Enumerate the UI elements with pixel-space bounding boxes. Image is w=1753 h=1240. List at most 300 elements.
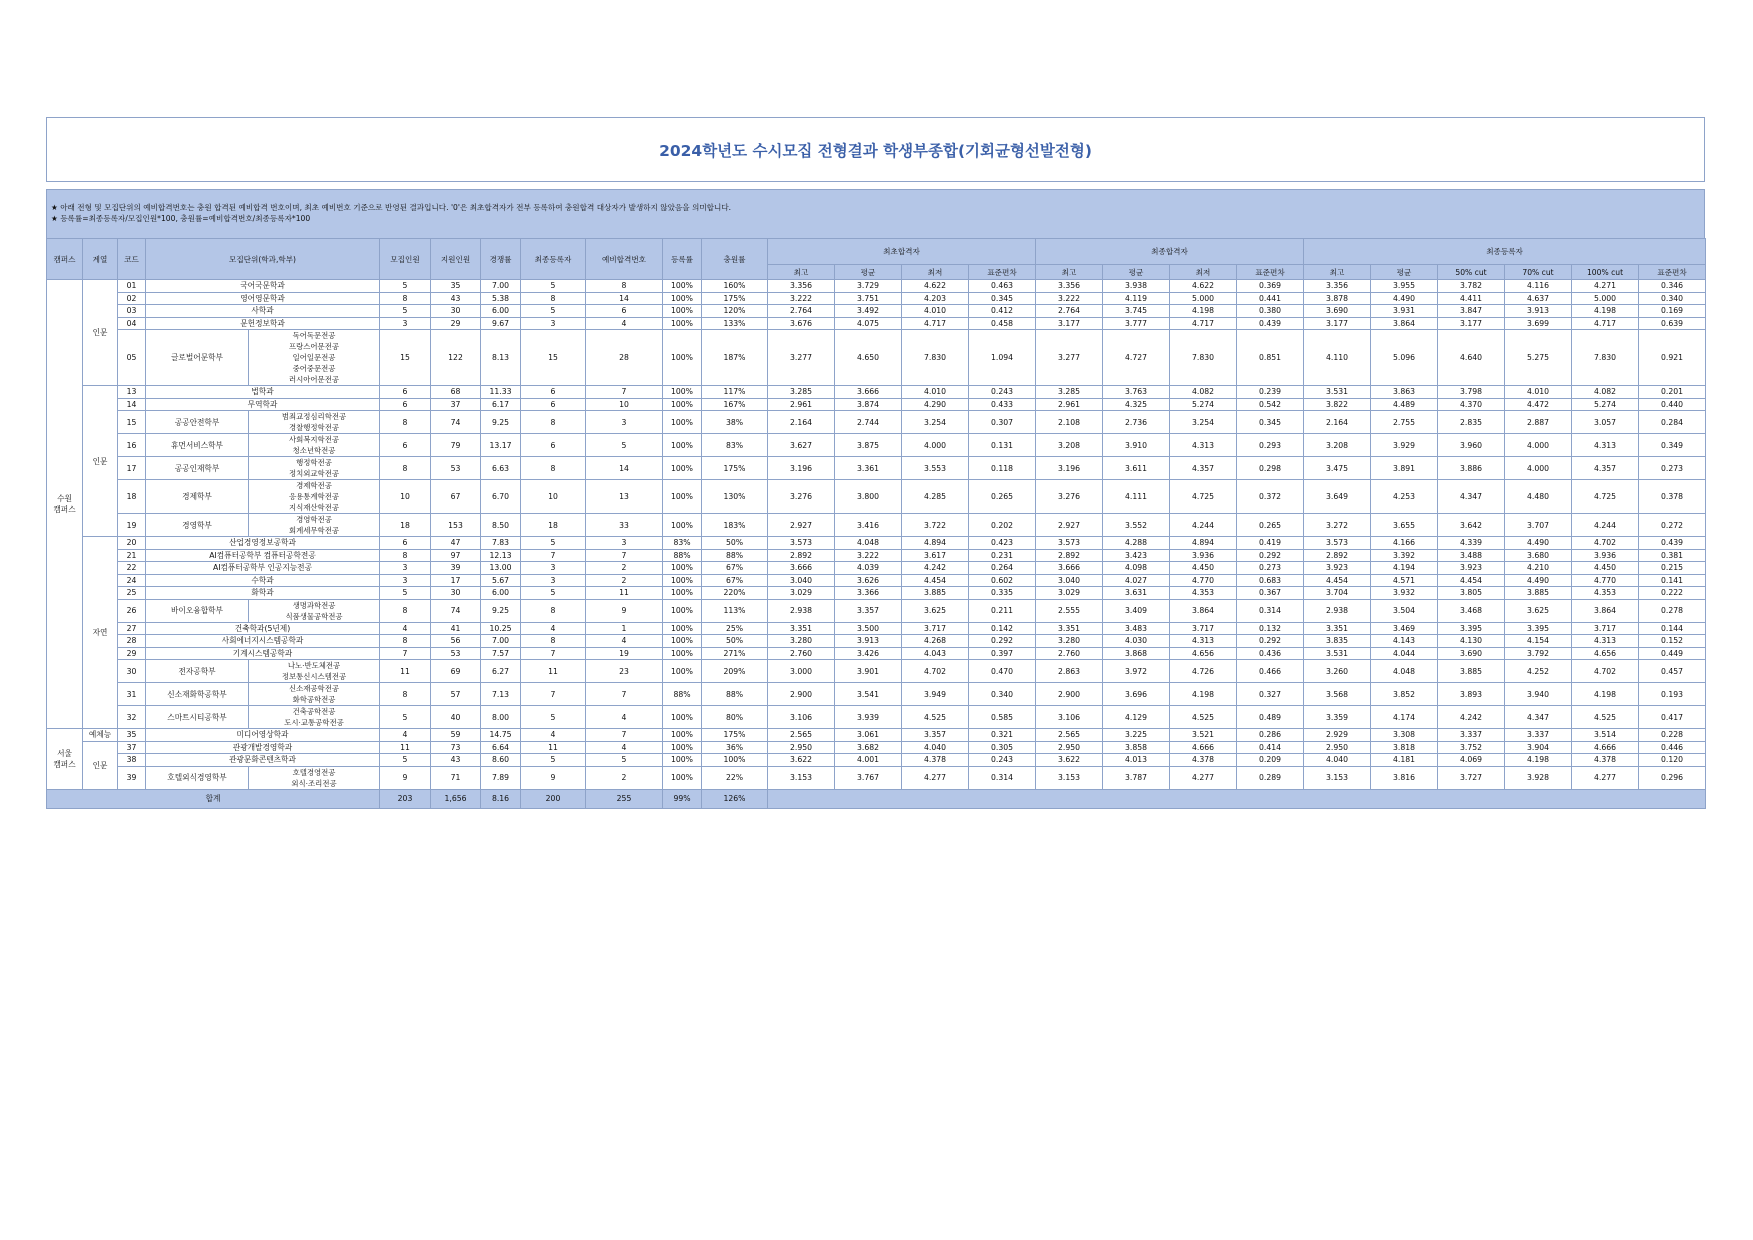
dept-cell: 미디어영상학과: [146, 729, 380, 742]
reg-rate-cell: 100%: [663, 647, 702, 660]
quota-cell: 18: [380, 514, 431, 537]
dept-cell: 바이오융합학부: [146, 599, 249, 622]
final-reg-stat-cell: 2.938: [1304, 599, 1371, 622]
subheader-final-admit: 표준편차: [1237, 265, 1304, 280]
final-admit-stat-cell: 3.910: [1103, 434, 1170, 457]
quota-cell: 6: [380, 434, 431, 457]
initial-stat-cell: 3.939: [835, 706, 902, 729]
final-reg-stat-cell: 4.130: [1438, 635, 1505, 648]
final-reg-stat-cell: 4.000: [1505, 457, 1572, 480]
initial-stat-cell: 0.470: [969, 660, 1036, 683]
final-reg-stat-cell: 4.472: [1505, 398, 1572, 411]
initial-stat-cell: 4.043: [902, 647, 969, 660]
applicants-cell: 69: [431, 660, 481, 683]
final-reg-stat-cell: 4.339: [1438, 537, 1505, 550]
total-applicants: 1,656: [431, 789, 481, 808]
header-track: 계열: [83, 239, 118, 280]
final-reg-stat-cell: 4.181: [1371, 754, 1438, 767]
final-reg-cell: 5: [521, 754, 586, 767]
final-reg-stat-cell: 0.152: [1639, 635, 1706, 648]
final-reg-stat-cell: 4.194: [1371, 562, 1438, 575]
results-table: [46, 238, 1706, 809]
table-row: [47, 683, 1706, 706]
table-row: [47, 292, 1706, 305]
final-reg-stat-cell: 4.637: [1505, 292, 1572, 305]
final-reg-cell: 6: [521, 386, 586, 399]
final-reg-stat-cell: 3.531: [1304, 386, 1371, 399]
final-reg-stat-cell: 3.885: [1505, 587, 1572, 600]
initial-stat-cell: 3.717: [902, 622, 969, 635]
final-reg-stat-cell: 4.082: [1572, 386, 1639, 399]
code-cell: 31: [118, 683, 146, 706]
final-reg-stat-cell: 3.153: [1304, 766, 1371, 789]
applicants-cell: 35: [431, 280, 481, 293]
reg-rate-cell: 100%: [663, 305, 702, 318]
ratio-cell: 7.00: [481, 280, 521, 293]
final-admit-stat-cell: 3.858: [1103, 741, 1170, 754]
table-row: [47, 587, 1706, 600]
final-reg-stat-cell: 0.639: [1639, 317, 1706, 330]
initial-stat-cell: 3.901: [835, 660, 902, 683]
code-cell: 05: [118, 330, 146, 386]
waitlist-cell: 10: [586, 398, 663, 411]
final-admit-stat-cell: 2.565: [1036, 729, 1103, 742]
ratio-cell: 12.13: [481, 549, 521, 562]
reg-rate-cell: 100%: [663, 386, 702, 399]
initial-stat-cell: 4.000: [902, 434, 969, 457]
initial-stat-cell: 4.717: [902, 317, 969, 330]
table-row: [47, 622, 1706, 635]
initial-stat-cell: 2.938: [768, 599, 835, 622]
header-group-final-reg: 최종등록자: [1304, 239, 1706, 265]
final-reg-stat-cell: 4.313: [1572, 434, 1639, 457]
dept-cell: 무역학과: [146, 398, 380, 411]
initial-stat-cell: 2.950: [768, 741, 835, 754]
applicants-cell: 37: [431, 398, 481, 411]
dept-cell: 사회에너지시스템공학과: [146, 635, 380, 648]
quota-cell: 8: [380, 599, 431, 622]
quota-cell: 5: [380, 587, 431, 600]
final-reg-stat-cell: 3.356: [1304, 280, 1371, 293]
final-reg-stat-cell: 4.347: [1505, 706, 1572, 729]
initial-stat-cell: 2.760: [768, 647, 835, 660]
dept-cell: 사학과: [146, 305, 380, 318]
final-reg-cell: 8: [521, 292, 586, 305]
final-reg-cell: 4: [521, 622, 586, 635]
initial-stat-cell: 4.290: [902, 398, 969, 411]
initial-stat-cell: 3.729: [835, 280, 902, 293]
final-admit-stat-cell: 3.276: [1036, 480, 1103, 514]
waitlist-cell: 9: [586, 599, 663, 622]
initial-stat-cell: 3.416: [835, 514, 902, 537]
subheader-initial: 표준편차: [969, 265, 1036, 280]
initial-stat-cell: 0.423: [969, 537, 1036, 550]
final-reg-stat-cell: 4.725: [1572, 480, 1639, 514]
initial-stat-cell: 0.264: [969, 562, 1036, 575]
final-reg-cell: 4: [521, 729, 586, 742]
final-reg-cell: 8: [521, 635, 586, 648]
ratio-cell: 6.17: [481, 398, 521, 411]
final-admit-stat-cell: 3.356: [1036, 280, 1103, 293]
final-reg-stat-cell: 3.573: [1304, 537, 1371, 550]
final-admit-stat-cell: 4.622: [1170, 280, 1237, 293]
final-reg-stat-cell: 0.144: [1639, 622, 1706, 635]
final-reg-stat-cell: 0.381: [1639, 549, 1706, 562]
title-box: [46, 117, 1705, 182]
reg-rate-cell: 100%: [663, 280, 702, 293]
major-cell: 건축공학전공 도시·교통공학전공: [249, 706, 380, 729]
fill-rate-cell: 38%: [702, 411, 768, 434]
initial-stat-cell: 0.458: [969, 317, 1036, 330]
final-reg-stat-cell: 3.177: [1304, 317, 1371, 330]
initial-stat-cell: 4.048: [835, 537, 902, 550]
applicants-cell: 43: [431, 754, 481, 767]
quota-cell: 8: [380, 549, 431, 562]
initial-stat-cell: 3.625: [902, 599, 969, 622]
final-reg-stat-cell: 3.904: [1505, 741, 1572, 754]
final-reg-cell: 11: [521, 741, 586, 754]
quota-cell: 8: [380, 457, 431, 480]
final-admit-stat-cell: 3.936: [1170, 549, 1237, 562]
final-admit-stat-cell: 4.357: [1170, 457, 1237, 480]
ratio-cell: 6.64: [481, 741, 521, 754]
reg-rate-cell: 100%: [663, 434, 702, 457]
quota-cell: 9: [380, 766, 431, 789]
waitlist-cell: 33: [586, 514, 663, 537]
final-reg-cell: 6: [521, 398, 586, 411]
final-admit-stat-cell: 0.414: [1237, 741, 1304, 754]
final-admit-stat-cell: 0.292: [1237, 549, 1304, 562]
final-admit-stat-cell: 0.542: [1237, 398, 1304, 411]
dept-cell: 수학과: [146, 574, 380, 587]
final-reg-stat-cell: 0.346: [1639, 280, 1706, 293]
final-reg-stat-cell: 0.278: [1639, 599, 1706, 622]
dept-cell: 건축학과(5년제): [146, 622, 380, 635]
final-reg-stat-cell: 4.490: [1371, 292, 1438, 305]
initial-stat-cell: 3.280: [768, 635, 835, 648]
final-admit-stat-cell: 4.770: [1170, 574, 1237, 587]
final-reg-stat-cell: 7.830: [1572, 330, 1639, 386]
final-admit-stat-cell: 3.208: [1036, 434, 1103, 457]
quota-cell: 5: [380, 706, 431, 729]
initial-stat-cell: 3.626: [835, 574, 902, 587]
dept-cell: 공공안전학부: [146, 411, 249, 434]
reg-rate-cell: 100%: [663, 706, 702, 729]
final-reg-stat-cell: 3.893: [1438, 683, 1505, 706]
initial-stat-cell: 0.463: [969, 280, 1036, 293]
final-reg-stat-cell: 4.198: [1505, 754, 1572, 767]
final-reg-stat-cell: 4.044: [1371, 647, 1438, 660]
initial-stat-cell: 0.397: [969, 647, 1036, 660]
dept-cell: 기계시스템공학과: [146, 647, 380, 660]
final-reg-stat-cell: 3.816: [1371, 766, 1438, 789]
initial-stat-cell: 3.106: [768, 706, 835, 729]
code-cell: 39: [118, 766, 146, 789]
initial-stat-cell: 3.357: [902, 729, 969, 742]
table-header: [47, 239, 1706, 280]
waitlist-cell: 4: [586, 317, 663, 330]
dept-cell: 호텔외식경영학부: [146, 766, 249, 789]
final-admit-stat-cell: 4.717: [1170, 317, 1237, 330]
waitlist-cell: 7: [586, 683, 663, 706]
final-reg-stat-cell: 2.835: [1438, 411, 1505, 434]
initial-stat-cell: 0.602: [969, 574, 1036, 587]
reg-rate-cell: 100%: [663, 635, 702, 648]
final-admit-stat-cell: 3.225: [1103, 729, 1170, 742]
final-reg-stat-cell: 4.198: [1572, 305, 1639, 318]
initial-stat-cell: 4.242: [902, 562, 969, 575]
final-reg-stat-cell: 3.913: [1505, 305, 1572, 318]
major-cell: 나노·반도체전공 정보통신시스템전공: [249, 660, 380, 683]
initial-stat-cell: 3.029: [768, 587, 835, 600]
final-reg-stat-cell: 4.454: [1304, 574, 1371, 587]
final-reg-stat-cell: 4.490: [1505, 537, 1572, 550]
final-reg-stat-cell: 3.308: [1371, 729, 1438, 742]
dept-cell: 관광개발경영학과: [146, 741, 380, 754]
final-admit-stat-cell: 4.030: [1103, 635, 1170, 648]
table-row: [47, 305, 1706, 318]
dept-cell: 공공인재학부: [146, 457, 249, 480]
final-admit-stat-cell: 2.764: [1036, 305, 1103, 318]
final-reg-cell: 5: [521, 280, 586, 293]
final-admit-stat-cell: 4.726: [1170, 660, 1237, 683]
waitlist-cell: 28: [586, 330, 663, 386]
major-cell: 독어독문전공 프랑스어문전공 일어일문전공 중어중문전공 러시아어문전공: [249, 330, 380, 386]
final-reg-stat-cell: 3.337: [1438, 729, 1505, 742]
page-title: 2024학년도 수시모집 전형결과 학생부종합(기회균형선발전형): [659, 141, 1092, 160]
code-cell: 13: [118, 386, 146, 399]
initial-stat-cell: 3.426: [835, 647, 902, 660]
code-cell: 01: [118, 280, 146, 293]
table-row: [47, 411, 1706, 434]
final-admit-stat-cell: 2.892: [1036, 549, 1103, 562]
final-admit-stat-cell: 0.292: [1237, 635, 1304, 648]
applicants-cell: 47: [431, 537, 481, 550]
final-reg-stat-cell: 4.378: [1572, 754, 1639, 767]
final-admit-stat-cell: 4.288: [1103, 537, 1170, 550]
applicants-cell: 74: [431, 599, 481, 622]
final-reg-cell: 8: [521, 599, 586, 622]
dept-cell: AI컴퓨터공학부 컴퓨터공학전공: [146, 549, 380, 562]
ratio-cell: 6.63: [481, 457, 521, 480]
final-reg-stat-cell: 3.655: [1371, 514, 1438, 537]
final-admit-stat-cell: 0.286: [1237, 729, 1304, 742]
subheader-initial: 최저: [902, 265, 969, 280]
final-admit-stat-cell: 0.419: [1237, 537, 1304, 550]
final-reg-stat-cell: 4.640: [1438, 330, 1505, 386]
fill-rate-cell: 187%: [702, 330, 768, 386]
reg-rate-cell: 100%: [663, 660, 702, 683]
final-reg-stat-cell: 3.359: [1304, 706, 1371, 729]
header-ratio: 경쟁률: [481, 239, 521, 280]
initial-stat-cell: 3.061: [835, 729, 902, 742]
final-reg-stat-cell: 3.835: [1304, 635, 1371, 648]
final-reg-stat-cell: 4.454: [1438, 574, 1505, 587]
quota-cell: 5: [380, 305, 431, 318]
initial-stat-cell: 4.650: [835, 330, 902, 386]
final-reg-stat-cell: 2.755: [1371, 411, 1438, 434]
initial-stat-cell: 3.885: [902, 587, 969, 600]
initial-stat-cell: 4.454: [902, 574, 969, 587]
waitlist-cell: 4: [586, 706, 663, 729]
initial-stat-cell: 4.001: [835, 754, 902, 767]
final-reg-stat-cell: 3.469: [1371, 622, 1438, 635]
fill-rate-cell: 183%: [702, 514, 768, 537]
dept-cell: 문헌정보학과: [146, 317, 380, 330]
waitlist-cell: 13: [586, 480, 663, 514]
quota-cell: 3: [380, 562, 431, 575]
final-admit-stat-cell: 2.736: [1103, 411, 1170, 434]
reg-rate-cell: 100%: [663, 330, 702, 386]
final-admit-stat-cell: 2.950: [1036, 741, 1103, 754]
ratio-cell: 14.75: [481, 729, 521, 742]
code-cell: 17: [118, 457, 146, 480]
initial-stat-cell: 3.800: [835, 480, 902, 514]
final-reg-stat-cell: 4.210: [1505, 562, 1572, 575]
final-admit-stat-cell: 0.466: [1237, 660, 1304, 683]
final-reg-stat-cell: 4.770: [1572, 574, 1639, 587]
final-reg-stat-cell: 0.215: [1639, 562, 1706, 575]
total-label: 합계: [47, 789, 380, 808]
reg-rate-cell: 100%: [663, 480, 702, 514]
fill-rate-cell: 130%: [702, 480, 768, 514]
initial-stat-cell: 3.153: [768, 766, 835, 789]
initial-stat-cell: 4.010: [902, 386, 969, 399]
initial-stat-cell: 3.666: [768, 562, 835, 575]
initial-stat-cell: 3.285: [768, 386, 835, 399]
fill-rate-cell: 67%: [702, 574, 768, 587]
final-reg-stat-cell: 4.525: [1572, 706, 1639, 729]
final-admit-stat-cell: 4.378: [1170, 754, 1237, 767]
initial-stat-cell: 4.285: [902, 480, 969, 514]
final-reg-stat-cell: 0.201: [1639, 386, 1706, 399]
applicants-cell: 79: [431, 434, 481, 457]
final-reg-stat-cell: 2.950: [1304, 741, 1371, 754]
subheader-final-admit: 최저: [1170, 265, 1237, 280]
final-reg-stat-cell: 4.489: [1371, 398, 1438, 411]
initial-stat-cell: 3.875: [835, 434, 902, 457]
table-row: [47, 766, 1706, 789]
subheader-initial: 평균: [835, 265, 902, 280]
waitlist-cell: 7: [586, 386, 663, 399]
applicants-cell: 40: [431, 706, 481, 729]
code-cell: 25: [118, 587, 146, 600]
reg-rate-cell: 100%: [663, 729, 702, 742]
final-admit-stat-cell: 4.313: [1170, 434, 1237, 457]
final-admit-stat-cell: 0.441: [1237, 292, 1304, 305]
track-cell: 인문: [83, 386, 118, 537]
code-cell: 04: [118, 317, 146, 330]
table-row: [47, 480, 1706, 514]
table-row: [47, 434, 1706, 457]
initial-stat-cell: 3.722: [902, 514, 969, 537]
fill-rate-cell: 167%: [702, 398, 768, 411]
ratio-cell: 5.67: [481, 574, 521, 587]
ratio-cell: 8.13: [481, 330, 521, 386]
final-reg-stat-cell: 4.166: [1371, 537, 1438, 550]
final-reg-stat-cell: 0.921: [1639, 330, 1706, 386]
reg-rate-cell: 100%: [663, 599, 702, 622]
quota-cell: 5: [380, 754, 431, 767]
fill-rate-cell: 117%: [702, 386, 768, 399]
final-reg-stat-cell: 5.274: [1572, 398, 1639, 411]
reg-rate-cell: 100%: [663, 587, 702, 600]
waitlist-cell: 3: [586, 537, 663, 550]
final-admit-stat-cell: 3.177: [1036, 317, 1103, 330]
final-admit-stat-cell: 4.325: [1103, 398, 1170, 411]
final-admit-stat-cell: 3.611: [1103, 457, 1170, 480]
final-reg-stat-cell: 0.193: [1639, 683, 1706, 706]
final-reg-stat-cell: 3.805: [1438, 587, 1505, 600]
final-reg-stat-cell: 5.000: [1572, 292, 1639, 305]
final-admit-stat-cell: 3.787: [1103, 766, 1170, 789]
final-reg-cell: 10: [521, 480, 586, 514]
final-reg-stat-cell: 3.177: [1438, 317, 1505, 330]
final-reg-stat-cell: 4.048: [1371, 660, 1438, 683]
major-cell: 사회복지학전공 청소년학전공: [249, 434, 380, 457]
final-admit-stat-cell: 3.717: [1170, 622, 1237, 635]
initial-stat-cell: 4.203: [902, 292, 969, 305]
subheader-final-reg: 100% cut: [1572, 265, 1639, 280]
quota-cell: 11: [380, 741, 431, 754]
final-reg-stat-cell: 4.571: [1371, 574, 1438, 587]
final-admit-stat-cell: 3.666: [1036, 562, 1103, 575]
fill-rate-cell: 25%: [702, 622, 768, 635]
final-reg-stat-cell: 3.960: [1438, 434, 1505, 457]
table-row: [47, 729, 1706, 742]
waitlist-cell: 2: [586, 766, 663, 789]
final-reg-stat-cell: 3.752: [1438, 741, 1505, 754]
final-reg-cell: 8: [521, 411, 586, 434]
fill-rate-cell: 175%: [702, 729, 768, 742]
final-reg-stat-cell: 3.699: [1505, 317, 1572, 330]
final-reg-stat-cell: 3.568: [1304, 683, 1371, 706]
final-admit-stat-cell: 2.961: [1036, 398, 1103, 411]
final-admit-stat-cell: 3.254: [1170, 411, 1237, 434]
header-group-initial: 최초합격자: [768, 239, 1036, 265]
final-admit-stat-cell: 3.280: [1036, 635, 1103, 648]
final-reg-stat-cell: 3.852: [1371, 683, 1438, 706]
final-reg-stat-cell: 4.174: [1371, 706, 1438, 729]
final-admit-stat-cell: 3.631: [1103, 587, 1170, 600]
final-admit-stat-cell: 4.313: [1170, 635, 1237, 648]
final-reg-stat-cell: 3.928: [1505, 766, 1572, 789]
applicants-cell: 30: [431, 587, 481, 600]
initial-stat-cell: 0.585: [969, 706, 1036, 729]
final-reg-stat-cell: 3.792: [1505, 647, 1572, 660]
initial-stat-cell: 0.314: [969, 766, 1036, 789]
fill-rate-cell: 36%: [702, 741, 768, 754]
final-reg-stat-cell: 0.141: [1639, 574, 1706, 587]
final-reg-stat-cell: 0.120: [1639, 754, 1706, 767]
table-row: [47, 741, 1706, 754]
note-line: ★ 아래 전형 및 모집단위의 예비합격번호는 충원 합격된 예비합격 번호이며, 최초 예비번호 기준으로 반영된 결과입니다. '0'은 최초합격자가 전부 등록하여 충원합격 대상자가 발생하지 않았음을 의미합니다.: [51, 203, 732, 212]
initial-stat-cell: 4.277: [902, 766, 969, 789]
final-admit-stat-cell: 3.573: [1036, 537, 1103, 550]
final-admit-stat-cell: 0.209: [1237, 754, 1304, 767]
final-admit-stat-cell: 3.938: [1103, 280, 1170, 293]
final-reg-stat-cell: 3.704: [1304, 587, 1371, 600]
final-reg-cell: 3: [521, 574, 586, 587]
final-reg-stat-cell: 4.000: [1505, 434, 1572, 457]
final-admit-stat-cell: 0.327: [1237, 683, 1304, 706]
final-reg-stat-cell: 0.169: [1639, 305, 1706, 318]
waitlist-cell: 14: [586, 457, 663, 480]
fill-rate-cell: 83%: [702, 434, 768, 457]
final-admit-stat-cell: 4.894: [1170, 537, 1237, 550]
final-admit-stat-cell: 4.277: [1170, 766, 1237, 789]
note-line: ★ 등록률=최종등록자/모집인원*100, 충원률=예비합격번호/최종등록자*100: [51, 214, 311, 223]
